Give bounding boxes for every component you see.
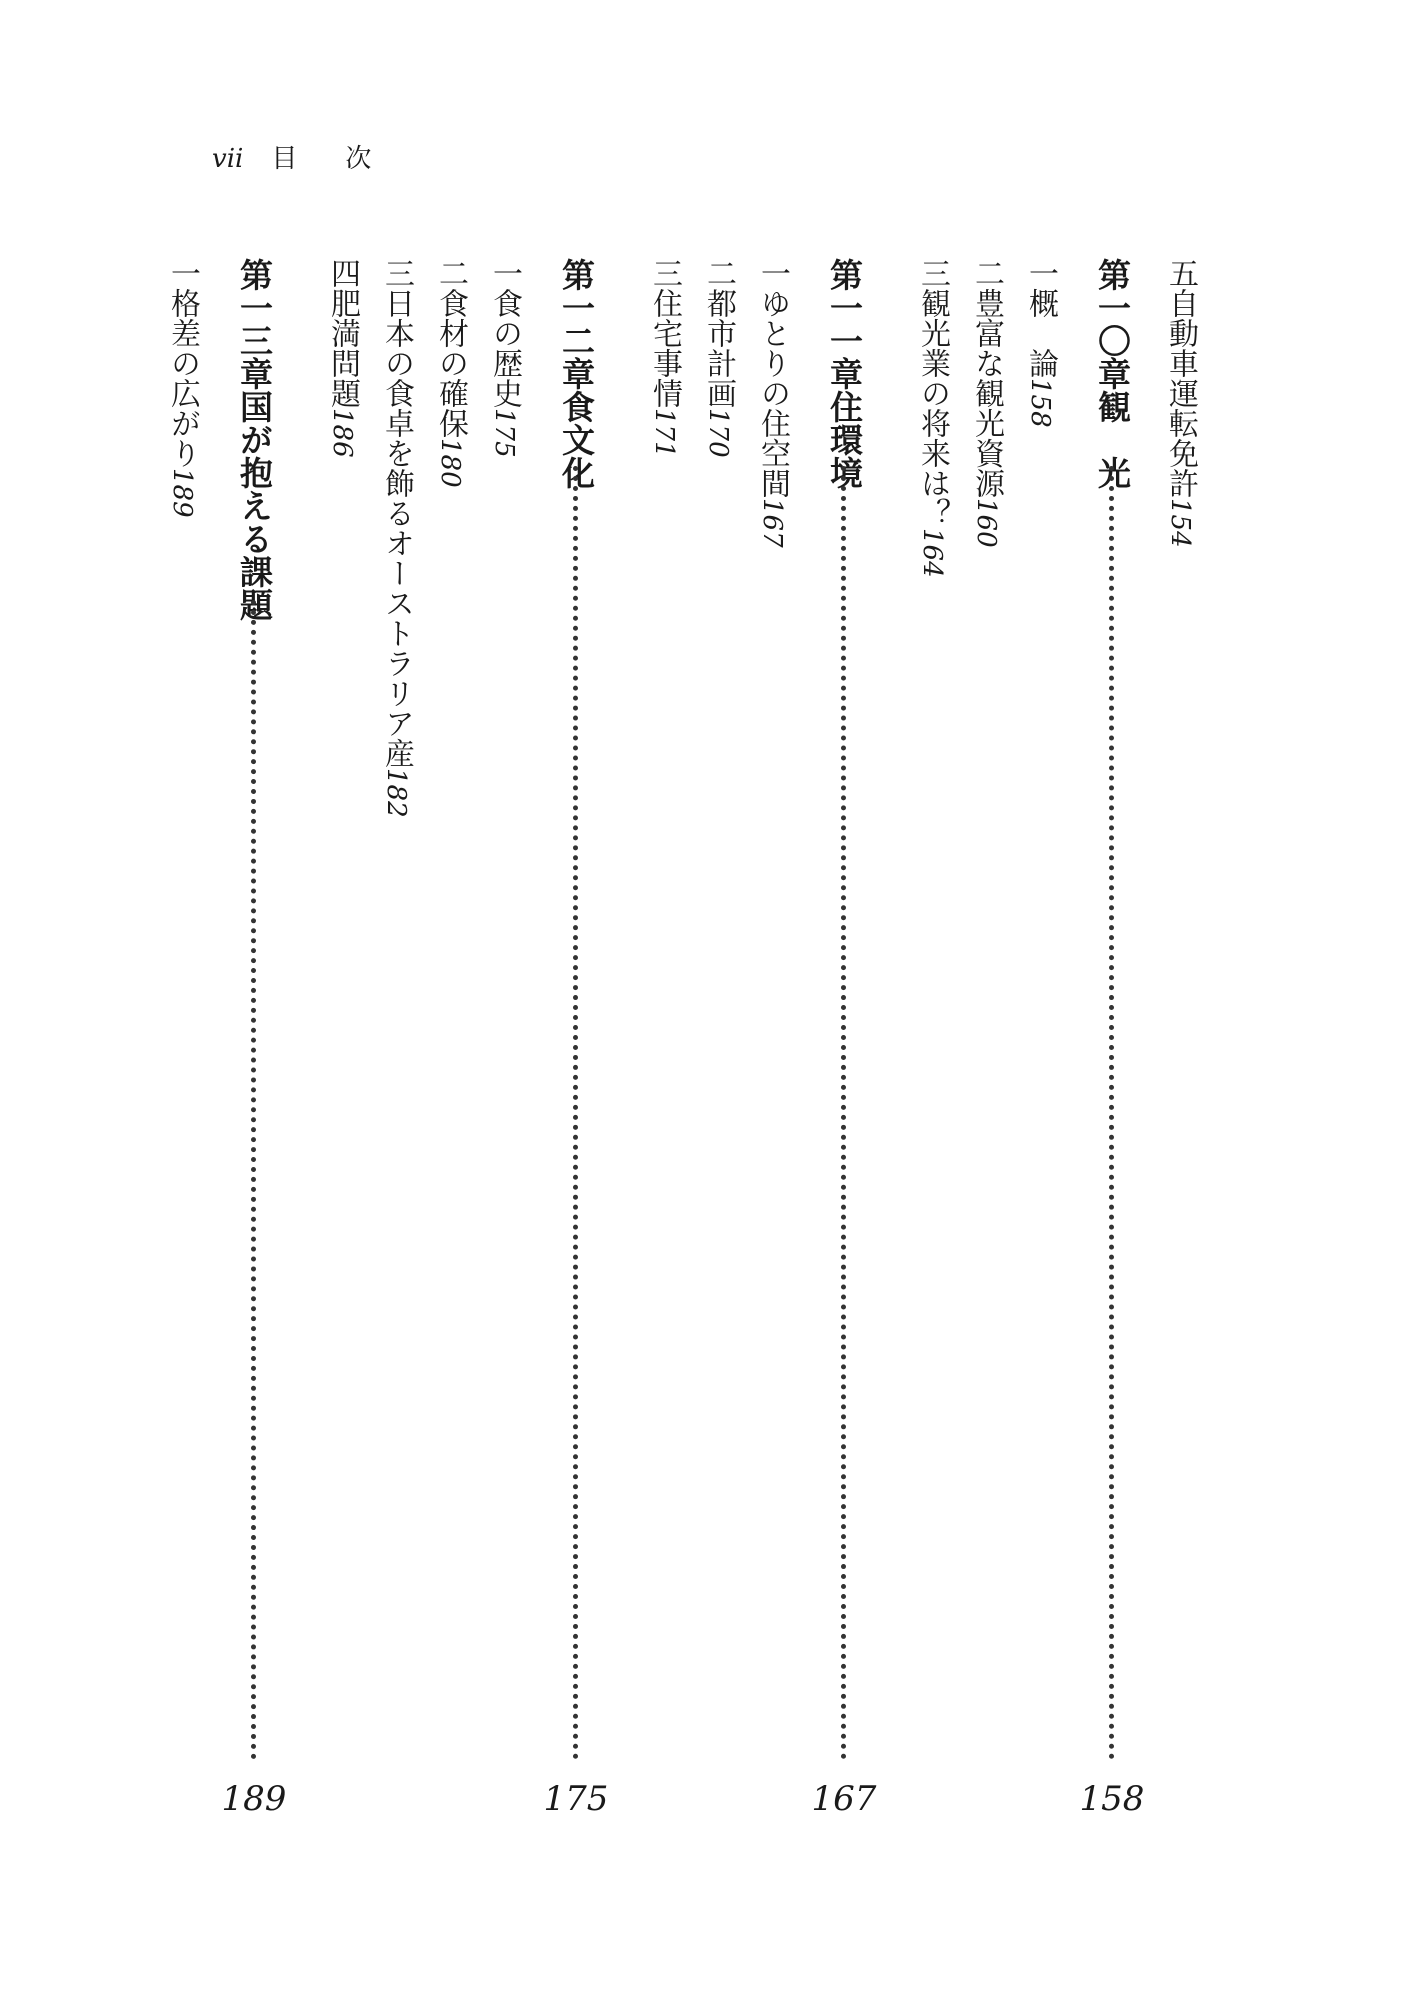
chapter-number: 第一三章 [235, 258, 274, 390]
section-page: 158 [1025, 378, 1055, 428]
section-number: 一 [487, 258, 522, 288]
section-number: 一 [1023, 258, 1058, 288]
section-number: 三 [379, 258, 414, 288]
section-page: 175 [489, 408, 519, 458]
section-page: 171 [649, 408, 679, 458]
dot-leader [841, 466, 846, 1760]
toc-section-entry[interactable] [165, 258, 222, 518]
dot-leader [251, 600, 256, 1760]
section-title: 食の歴史 [487, 288, 522, 408]
running-head [212, 146, 419, 172]
section-page: 170 [703, 408, 733, 458]
section-title: ゆとりの住空間 [755, 288, 790, 498]
chapter-number: 第一一章 [825, 258, 864, 390]
toc-section-entry[interactable] [701, 258, 758, 458]
chapter-page: 189 [221, 1779, 287, 1819]
chapter-page: 158 [1079, 1779, 1145, 1819]
section-title: 都市計画 [701, 288, 736, 408]
section-title: 格差の広がり [165, 288, 200, 468]
section-number: 四 [325, 258, 360, 288]
page-folio: vii [212, 144, 244, 174]
section-title: 日本の食卓を飾るオーストラリア産 [379, 288, 414, 768]
section-number: 一 [165, 258, 200, 288]
toc-section-entry[interactable] [915, 258, 972, 578]
section-title: 住宅事情 [647, 288, 682, 408]
toc-section-entry[interactable] [647, 258, 704, 458]
section-title: 概 論 [1023, 288, 1058, 378]
section-number: 五 [1163, 258, 1198, 288]
section-page: 164 [917, 528, 947, 578]
dot-leader [573, 466, 578, 1760]
chapter-page: 167 [811, 1779, 877, 1819]
toc-section-entry[interactable] [325, 258, 382, 458]
toc-chapter-entry[interactable] [554, 258, 598, 489]
toc-section-entry[interactable] [969, 258, 1026, 548]
toc-section-entry[interactable] [755, 258, 812, 548]
section-title: 肥満問題 [325, 288, 360, 408]
section-page: 180 [435, 438, 465, 488]
section-page: 167 [757, 498, 787, 548]
section-number: 一 [755, 258, 790, 288]
section-number: 二 [701, 258, 736, 288]
chapter-number: 第一二章 [557, 258, 596, 390]
toc-section-entry[interactable] [433, 258, 490, 488]
chapter-title: 住環境 [825, 390, 864, 489]
chapter-page: 175 [543, 1779, 609, 1819]
section-page: 189 [167, 468, 197, 518]
toc-section-entry[interactable] [1163, 258, 1220, 548]
chapter-title: 国が抱える課題 [235, 390, 274, 621]
section-number: 二 [433, 258, 468, 288]
section-number: 二 [969, 258, 1004, 288]
dot-leader [1109, 466, 1114, 1760]
running-title: 目次 [271, 144, 420, 174]
toc-chapter-entry[interactable] [1090, 258, 1134, 489]
section-page: 154 [1165, 498, 1195, 548]
toc-chapter-entry[interactable] [822, 258, 866, 489]
section-page: 186 [327, 408, 357, 458]
toc-section-entry[interactable] [1023, 258, 1080, 428]
section-page: 182 [381, 768, 411, 818]
toc-section-entry[interactable] [487, 258, 544, 458]
chapter-number: 第一〇章 [1093, 258, 1132, 390]
section-title: 食材の確保 [433, 288, 468, 438]
toc-section-entry[interactable] [379, 258, 436, 818]
section-number: 三 [647, 258, 682, 288]
chapter-title: 食文化 [557, 390, 596, 489]
section-number: 三 [915, 258, 950, 288]
section-page: 160 [971, 498, 1001, 548]
section-title: 自動車運転免許 [1163, 288, 1198, 498]
section-title: 観光業の将来は？ [915, 288, 950, 528]
toc-chapter-entry[interactable] [232, 258, 276, 621]
section-title: 豊富な観光資源 [969, 288, 1004, 498]
chapter-title: 観 光 [1093, 390, 1132, 489]
